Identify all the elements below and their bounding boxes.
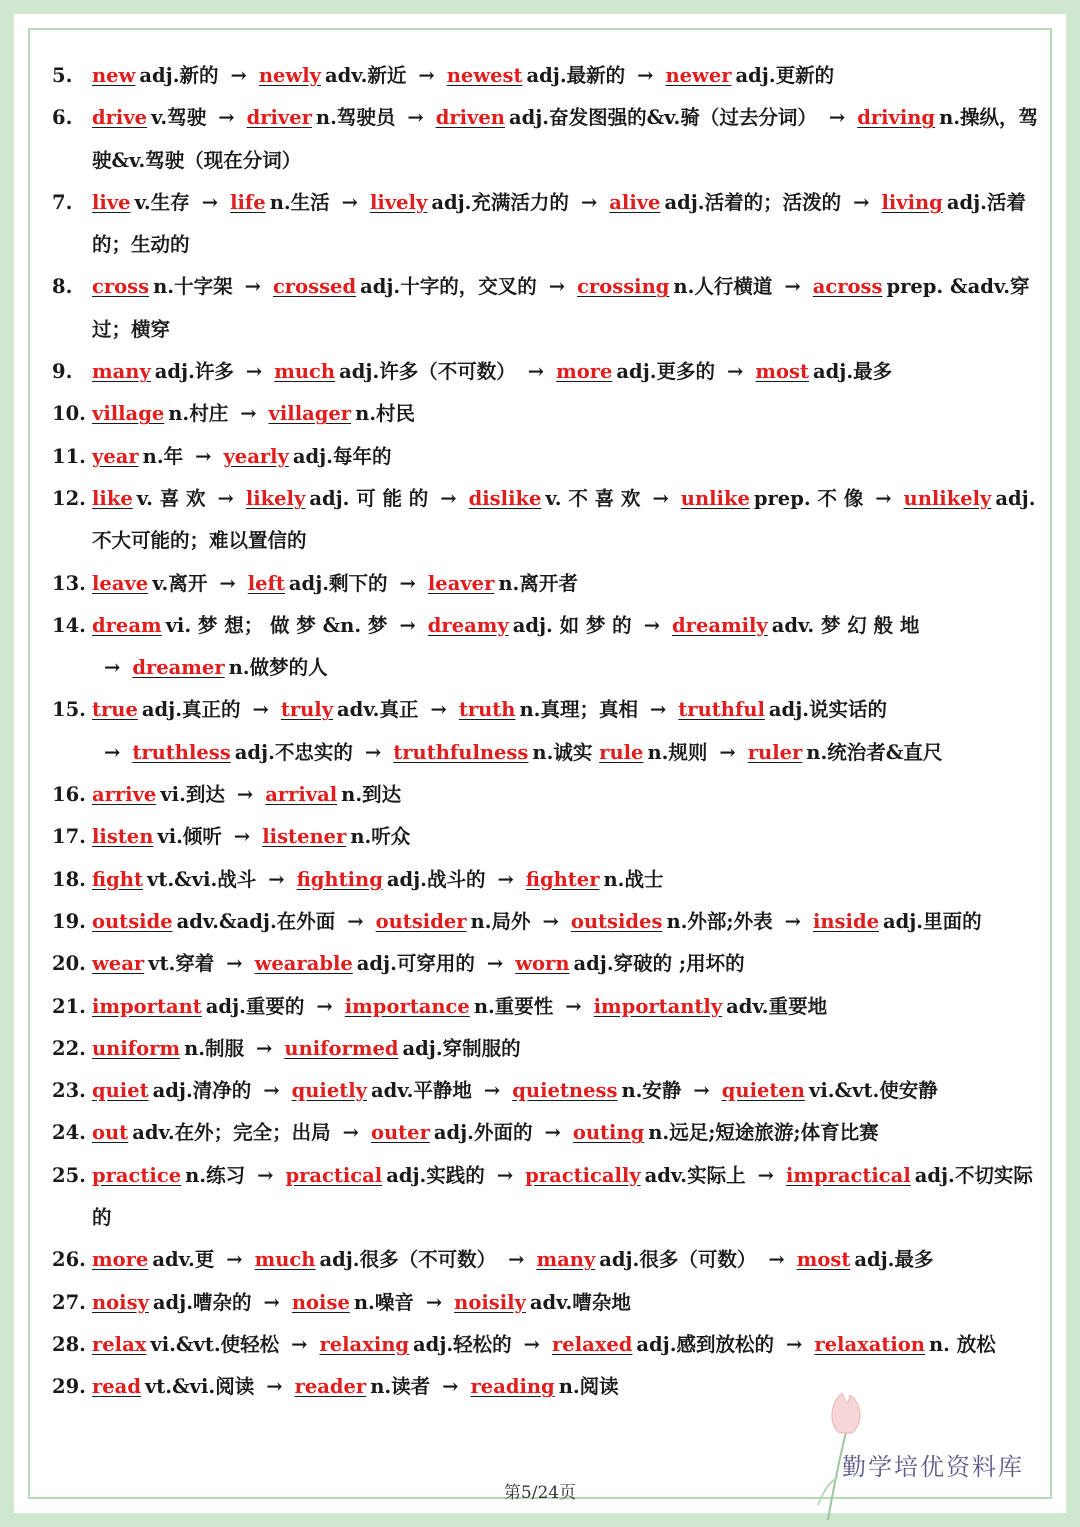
entry-27 (52, 1282, 1042, 1324)
word-definition: v. 不 喜 欢 (545, 486, 641, 510)
vocab-word: many (536, 1248, 596, 1272)
word-definition: adj.说实话的 (768, 698, 888, 722)
vocab-word: truth (458, 698, 516, 722)
vocab-word: rule (599, 740, 644, 764)
arrow-icon: → (219, 571, 236, 595)
vocab-word: dislike (468, 486, 542, 510)
word-definition: adj.嘈杂的 (152, 1290, 252, 1314)
arrow-icon: → (252, 698, 269, 722)
vocab-word: most (796, 1248, 851, 1272)
vocab-word: fight (92, 867, 143, 891)
word-definition: adv.在外；完全；出局 (132, 1121, 331, 1145)
arrow-icon: → (548, 275, 566, 299)
arrow-icon: → (230, 64, 247, 87)
entry-28 (52, 1324, 1042, 1366)
word-definition: vt.穿着 (148, 952, 215, 976)
arrow-icon: → (316, 994, 333, 1018)
word-definition: adj.可穿用的 (356, 952, 475, 976)
arrow-icon: → (853, 190, 870, 214)
word-definition: n.人行横道 (673, 275, 773, 299)
arrow-icon: → (768, 1248, 785, 1272)
vocab-word: new (92, 64, 136, 87)
word-definition: adj.战斗的 (386, 867, 486, 891)
word-definition: adj.实践的 (386, 1163, 485, 1187)
word-definition: adv.重要地 (726, 994, 828, 1018)
word-definition: adj. 如 梦 的 (512, 613, 632, 637)
vocab-word: outsider (375, 909, 467, 933)
entry-number: 14. (52, 613, 86, 637)
vocab-word: life (230, 190, 266, 214)
vocab-word: outsides (570, 909, 663, 933)
arrow-icon: → (342, 1121, 359, 1145)
arrow-icon: → (523, 1332, 541, 1356)
word-definition: adj.很多（不可数） (319, 1248, 497, 1272)
entry-number: 21. (52, 994, 86, 1018)
word-definition: n.制服 (184, 1036, 245, 1060)
vocab-word: ruler (747, 740, 803, 764)
vocab-word: newer (665, 64, 732, 87)
arrow-icon: → (442, 1375, 459, 1399)
entry-number: 23. (52, 1079, 86, 1103)
arrow-icon: → (201, 190, 219, 214)
entry-20 (52, 943, 1042, 985)
arrow-icon: → (195, 444, 212, 468)
entry-number: 19. (52, 909, 86, 933)
vocab-word: dreamer (132, 656, 225, 680)
word-definition: adv.新近 (324, 64, 407, 87)
vocab-word: quietly (291, 1079, 367, 1103)
arrow-icon: → (226, 952, 243, 976)
arrow-icon: → (508, 1248, 525, 1272)
word-definition: adj.最新的 (526, 64, 626, 87)
word-definition: adj.穿破的 ;用坏的 (573, 952, 745, 976)
entry-8 (52, 266, 1042, 351)
vocab-word: arrive (92, 783, 157, 807)
vocab-word: uniformed (284, 1036, 399, 1060)
word-definition: n.驾驶员 (315, 106, 396, 130)
vocab-word: village (92, 402, 165, 426)
arrow-icon: → (727, 360, 744, 384)
arrow-icon: → (527, 360, 545, 384)
vocab-word: dreamily (672, 613, 768, 637)
entry-number: 24. (52, 1121, 86, 1145)
arrow-icon: → (244, 275, 261, 299)
word-definition: n.到达 (341, 783, 402, 807)
watermark-text: 勤学培优资料库 (842, 1453, 1024, 1481)
entry-21 (52, 986, 1042, 1028)
arrow-icon: → (104, 656, 121, 680)
arrow-icon: → (430, 698, 447, 722)
entry-25 (52, 1155, 1042, 1240)
word-definition: adj.活着的；活泼的 (664, 190, 842, 214)
word-definition: adj.里面的 (882, 909, 982, 933)
arrow-icon: → (693, 1079, 710, 1103)
vocab-word: wear (92, 952, 145, 976)
vocab-word: outer (370, 1121, 430, 1145)
entry-12 (52, 478, 1042, 563)
vocab-word: dream (92, 613, 162, 637)
entry-24 (52, 1112, 1042, 1154)
vocab-word: wearable (254, 952, 353, 976)
arrow-icon: → (104, 740, 121, 764)
vocab-word: year (92, 444, 139, 468)
entry-number: 10. (52, 402, 86, 426)
arrow-icon: → (497, 867, 514, 891)
arrow-icon: → (496, 1163, 514, 1187)
word-definition: adj.新的 (139, 64, 219, 87)
vocab-word: listen (92, 825, 154, 849)
word-definition: adj.轻松的 (413, 1332, 512, 1356)
vocab-word: importance (344, 994, 470, 1018)
vocab-word: most (755, 360, 810, 384)
entry-22 (52, 1028, 1042, 1070)
vocab-word: more (556, 360, 613, 384)
vocab-word: truthfulness (393, 740, 529, 764)
arrow-icon: → (757, 1163, 774, 1187)
vocab-word: like (92, 486, 133, 510)
vocab-word: read (92, 1375, 141, 1399)
vocab-word: crossing (577, 275, 670, 299)
word-definition: n.做梦的人 (228, 656, 328, 680)
word-definition: vt.&vi.阅读 (144, 1375, 255, 1399)
arrow-icon: → (486, 952, 504, 976)
word-definition: n.诚实 (532, 740, 593, 764)
word-definition: adj.十字的，交叉的 (360, 275, 537, 299)
vocab-word: practically (525, 1163, 641, 1187)
word-definition: n.练习 (185, 1163, 246, 1187)
vocab-word: driving (857, 106, 936, 130)
word-definition: n.阅读 (558, 1375, 619, 1399)
vocab-word: unlikely (903, 486, 992, 510)
vocab-word: relaxation (814, 1332, 925, 1356)
word-definition: adj.许多（不可数） (339, 360, 516, 384)
entry-number: 8. (52, 275, 73, 299)
vocab-word: impractical (785, 1163, 911, 1187)
entry-number: 18. (52, 867, 86, 891)
entry-19 (52, 901, 1042, 943)
word-definition: adj.充满活力的 (431, 190, 569, 214)
entry-14 (52, 605, 1042, 690)
word-definition: n.生活 (269, 190, 330, 214)
vocab-word: truthless (132, 740, 231, 764)
arrow-icon: → (399, 571, 416, 595)
vocab-word: practice (92, 1163, 182, 1187)
word-definition: n.远足;短途旅游;体育比赛 (648, 1121, 879, 1145)
entry-number: 20. (52, 952, 86, 976)
entry-10 (52, 393, 1042, 435)
word-definition: n.村庄 (168, 402, 229, 426)
entry-number: 29. (52, 1375, 86, 1399)
word-definition: n.年 (142, 444, 184, 468)
arrow-icon: → (347, 909, 364, 933)
vocab-word: importantly (593, 994, 723, 1018)
word-definition: n.战士 (603, 867, 664, 891)
word-definition: n.规则 (647, 740, 708, 764)
word-definition: v.生存 (134, 190, 190, 214)
entry-number: 22. (52, 1036, 86, 1060)
word-definition: prep. &adv.穿过；横穿 (92, 275, 1030, 341)
vocab-word: left (247, 571, 285, 595)
word-definition: n.外部;外表 (666, 909, 773, 933)
vocab-word: more (92, 1248, 149, 1272)
entry-16 (52, 774, 1042, 816)
word-definition: n.局外 (470, 909, 531, 933)
arrow-icon: → (483, 1079, 501, 1103)
word-definition: adj.外面的 (433, 1121, 533, 1145)
vocab-word: important (92, 994, 202, 1018)
entry-9 (52, 351, 1042, 393)
vocab-word: inside (812, 909, 879, 933)
arrow-icon: → (341, 190, 359, 214)
entry-number: 6. (52, 106, 73, 130)
entry-number: 11. (52, 444, 86, 468)
entry-13 (52, 563, 1042, 605)
arrow-icon: → (637, 64, 654, 87)
vocab-word: relaxed (552, 1332, 633, 1356)
word-definition: adj.清净的 (152, 1079, 252, 1103)
vocab-word: newest (446, 64, 523, 87)
vocab-word: fighter (525, 867, 600, 891)
word-definition: prep. 不 像 (753, 486, 864, 510)
entry-number: 28. (52, 1332, 86, 1356)
arrow-icon: → (418, 64, 435, 87)
vocab-word: outing (572, 1121, 645, 1145)
entry-number: 7. (52, 190, 73, 214)
word-definition: v.驾驶 (151, 106, 207, 130)
word-definition: adj.最多 (854, 1248, 934, 1272)
vocab-word: reading (470, 1375, 555, 1399)
vocab-word: cross (92, 275, 150, 299)
word-definition: adv.嘈杂地 (529, 1290, 631, 1314)
arrow-icon: → (719, 740, 736, 764)
word-definition: adj. 可 能 的 (309, 486, 429, 510)
arrow-icon: → (364, 740, 382, 764)
word-definition: n.村民 (355, 402, 416, 426)
word-definition: adj.更多的 (616, 360, 716, 384)
arrow-icon: → (544, 1121, 561, 1145)
vocab-word: alive (609, 190, 661, 214)
arrow-icon: → (784, 909, 801, 933)
vocab-word: uniform (92, 1036, 181, 1060)
vocab-word: relax (92, 1332, 147, 1356)
arrow-icon: → (218, 106, 235, 130)
arrow-icon: → (580, 190, 598, 214)
word-definition: n.统治者&直尺 (806, 740, 943, 764)
word-definition: adj.许多 (154, 360, 234, 384)
vocab-word: villager (268, 402, 352, 426)
arrow-icon: → (407, 106, 424, 130)
word-definition: adj.重要的 (205, 994, 305, 1018)
vocab-word: noisy (92, 1290, 149, 1314)
vocab-word: newly (258, 64, 321, 87)
vocab-word: dreamy (427, 613, 509, 637)
vocab-word: drive (92, 106, 148, 130)
arrow-icon: → (256, 1036, 273, 1060)
word-definition: adj.不切实际的 (92, 1163, 1033, 1230)
word-definition: n.读者 (370, 1375, 431, 1399)
arrow-icon: → (786, 1332, 803, 1356)
word-definition: vi.&vt.使轻松 (150, 1332, 280, 1356)
arrow-icon: → (268, 867, 285, 891)
entry-11 (52, 436, 1042, 478)
vocab-word: crossed (272, 275, 357, 299)
entry-number: 27. (52, 1290, 86, 1314)
vocab-word: yearly (223, 444, 289, 468)
word-definition: n.安静 (621, 1079, 682, 1103)
vocab-word: reader (294, 1375, 367, 1399)
word-definition: n.操纵，驾驶&v.驾驶（现在分词） (92, 106, 1039, 172)
word-definition: n.离开者 (498, 571, 578, 595)
word-definition: vi. 梦 想； 做 梦 &n. 梦 (165, 613, 388, 637)
entry-number: 17. (52, 825, 86, 849)
entry-number: 9. (52, 360, 73, 384)
vocab-word: quiet (92, 1079, 149, 1103)
arrow-icon: → (263, 1079, 280, 1103)
word-definition: adv.更 (152, 1248, 215, 1272)
entry-number: 16. (52, 783, 86, 807)
word-definition: vi.&vt.使安静 (808, 1079, 938, 1103)
word-definition: n.重要性 (473, 994, 554, 1018)
entry-23 (52, 1070, 1042, 1112)
vocab-word: driven (435, 106, 505, 130)
word-definition: adj.不大可能的；难以置信的 (92, 486, 1036, 553)
vocab-word: arrival (265, 783, 338, 807)
arrow-icon: → (240, 402, 257, 426)
word-definition: adj.剩下的 (288, 571, 388, 595)
arrow-icon: → (542, 909, 559, 933)
word-definition: adv.真正 (337, 698, 419, 722)
arrow-icon: → (266, 1375, 283, 1399)
word-definition: adj.活着的；生动的 (92, 190, 1026, 257)
word-definition: adj.不忠实的 (234, 740, 353, 764)
word-definition: adj.每年的 (292, 444, 392, 468)
word-definition: adj.真正的 (141, 698, 241, 722)
arrow-icon: → (245, 360, 263, 384)
vocab-word: listener (262, 825, 347, 849)
vocab-word: outside (92, 909, 173, 933)
arrow-icon: → (226, 1248, 243, 1272)
arrow-icon: → (643, 613, 661, 637)
vocab-word: likely (245, 486, 306, 510)
page-number: 第5/24页 (503, 1483, 577, 1503)
vocab-word: worn (515, 952, 570, 976)
vocab-word: unlike (680, 486, 750, 510)
vocab-word: lively (370, 190, 428, 214)
arrow-icon: → (263, 1290, 280, 1314)
arrow-icon: → (217, 486, 234, 510)
arrow-icon: → (425, 1290, 443, 1314)
vocab-word: across (812, 275, 883, 299)
word-definition: v.离开 (152, 571, 208, 595)
vocab-word: true (92, 698, 138, 722)
entry-number: 12. (52, 486, 86, 510)
arrow-icon: → (233, 825, 251, 849)
vocab-word: much (274, 360, 336, 384)
vocab-word: noisily (454, 1290, 526, 1314)
vocab-word: fighting (296, 867, 383, 891)
entry-6 (52, 97, 1042, 182)
word-definition: adj.最多 (813, 360, 893, 384)
entry-number: 5. (52, 64, 73, 87)
vocab-word: truthful (678, 698, 765, 722)
entry-15 (52, 689, 1042, 774)
entry-5 (52, 55, 1042, 97)
arrow-icon: → (828, 106, 846, 130)
vocab-word: quieten (721, 1079, 805, 1103)
arrow-icon: → (399, 613, 416, 637)
word-definition: adv.&adj.在外面 (176, 909, 336, 933)
vocab-word: driver (246, 106, 312, 130)
arrow-icon: → (291, 1332, 308, 1356)
word-definition: n.十字架 (153, 275, 233, 299)
vocab-word: live (92, 190, 131, 214)
entry-17 (52, 816, 1042, 858)
vocab-word: relaxing (319, 1332, 410, 1356)
word-definition: adv.平静地 (370, 1079, 472, 1103)
vocab-word: leaver (427, 571, 495, 595)
entry-number: 26. (52, 1248, 86, 1272)
arrow-icon: → (875, 486, 892, 510)
word-definition: vi.倾听 (157, 825, 222, 849)
arrow-icon: → (784, 275, 801, 299)
entry-number: 13. (52, 571, 86, 595)
arrow-icon: → (440, 486, 457, 510)
vocab-word: many (92, 360, 151, 384)
vocab-word: out (92, 1121, 129, 1145)
entry-number: 15. (52, 698, 86, 722)
word-definition: adj.感到放松的 (636, 1332, 775, 1356)
arrow-icon: → (565, 994, 582, 1018)
word-definition: vi.到达 (160, 783, 225, 807)
word-definition: n.噪音 (353, 1290, 414, 1314)
word-definition: adj.奋发图强的&v.骑（过去分词） (508, 106, 817, 130)
word-definition: vt.&vi.战斗 (147, 867, 257, 891)
vocab-word: living (881, 190, 943, 214)
vocab-word: truly (280, 698, 334, 722)
word-definition: n.真理；真相 (519, 698, 638, 722)
arrow-icon: → (236, 783, 254, 807)
word-definition: v. 喜 欢 (136, 486, 206, 510)
entry-7 (52, 182, 1042, 267)
word-definition: adv.实际上 (644, 1163, 746, 1187)
vocab-word: quietness (512, 1079, 618, 1103)
vocab-word: much (254, 1248, 316, 1272)
word-definition: adj.穿制服的 (402, 1036, 521, 1060)
entry-26 (52, 1239, 1042, 1281)
vocab-word: leave (92, 571, 149, 595)
word-definition: adv. 梦 幻 般 地 (771, 613, 920, 637)
vocab-word: practical (285, 1163, 383, 1187)
word-definition: n. 放松 (928, 1332, 996, 1356)
entry-number: 25. (52, 1163, 86, 1187)
vocab-word: noise (291, 1290, 350, 1314)
arrow-icon: → (652, 486, 669, 510)
entry-29 (52, 1366, 1042, 1408)
entry-18 (52, 859, 1042, 901)
word-definition: n.听众 (350, 825, 411, 849)
word-list (52, 55, 1042, 1409)
word-definition: adj.更新的 (735, 64, 835, 87)
arrow-icon: → (649, 698, 667, 722)
word-definition: adj.很多（可数） (599, 1248, 757, 1272)
arrow-icon: → (257, 1163, 274, 1187)
